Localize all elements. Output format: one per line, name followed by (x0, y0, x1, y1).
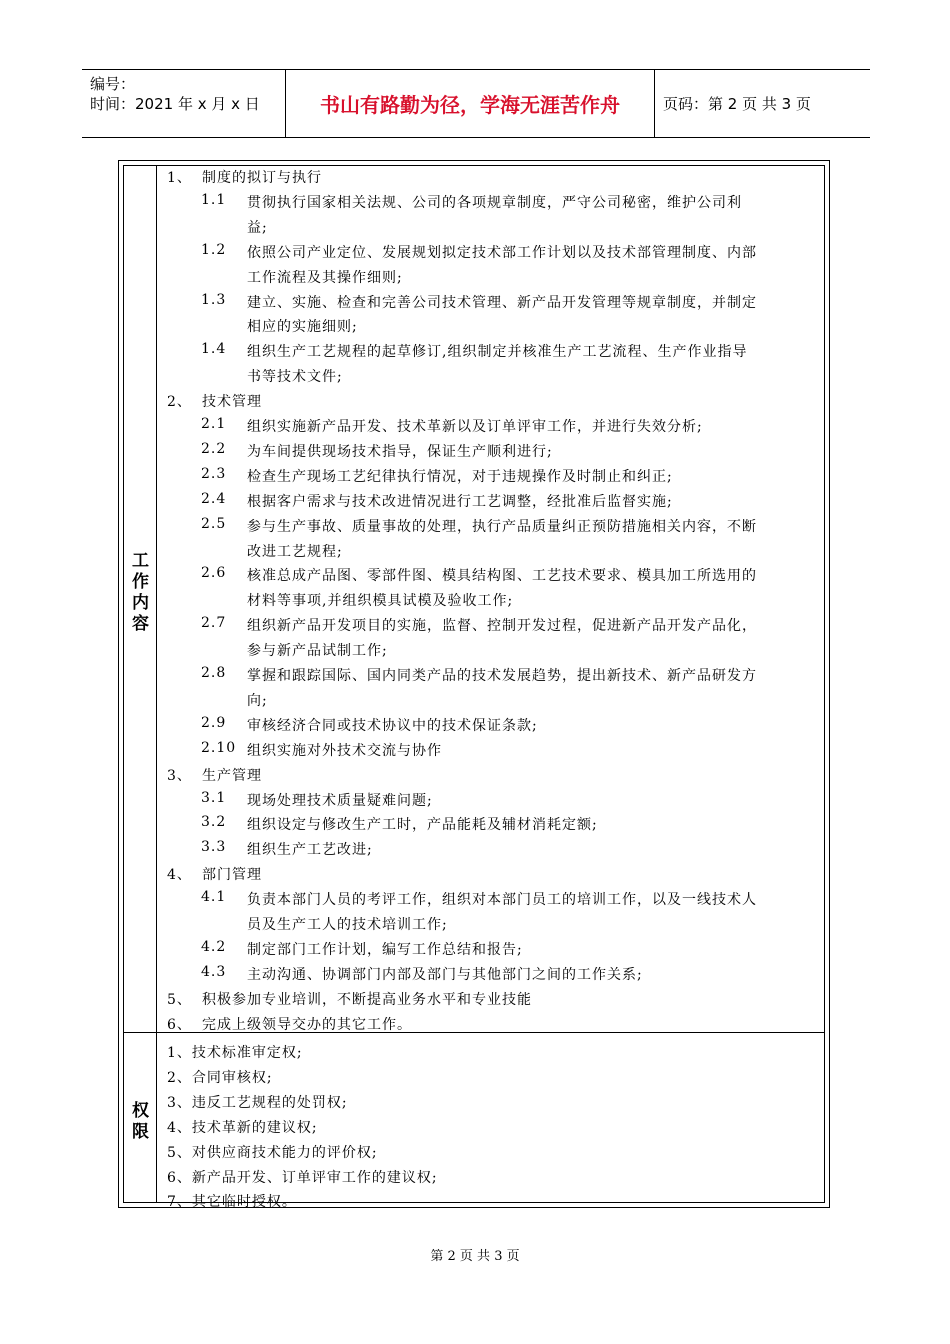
item-number: 2、 (167, 394, 192, 411)
item-number: 2.10 (201, 739, 237, 756)
section-heading: 部门管理 (202, 867, 262, 884)
header-slogan-cell (286, 70, 655, 137)
item-text: 检查生产现场工艺纪律执行情况，对于违规操作及时制止和纠正; (247, 468, 673, 485)
item-text: 材料等事项,并组织模具试模及验收工作; (247, 593, 514, 610)
item-text: 组织实施对外技术交流与协作 (247, 742, 442, 759)
item-text: 书等技术文件; (247, 369, 343, 386)
header-slogan: 书山有路勤为径，学海无涯苦作舟 (320, 93, 620, 117)
item-number: 2.1 (201, 416, 227, 432)
item-text: 向; (247, 692, 268, 709)
authority-item: 2、合同审核权; (167, 1069, 273, 1086)
item-text: 现场处理技术质量疑难问题; (247, 792, 433, 809)
item-text: 组织设定与修改生产工时，产品能耗及辅材消耗定额; (247, 817, 598, 834)
item-number: 3.2 (201, 814, 227, 831)
item-number: 1、 (167, 170, 192, 186)
header-page-info: 页码：第 2 页 共 3 页 (663, 95, 811, 113)
item-text: 益; (247, 219, 268, 236)
item-number: 6、 (167, 1016, 192, 1033)
page-header (82, 69, 870, 138)
item-number: 1.4 (201, 341, 227, 358)
item-text: 组织生产工艺规程的起草修订,组织制定并核准生产工艺流程、生产作业指导 (247, 344, 748, 361)
label-text: 权限 (132, 1101, 149, 1142)
item-number: 2.9 (201, 714, 227, 731)
item-text: 工作流程及其操作细则; (247, 269, 403, 286)
item-text: 根据客户需求与技术改进情况进行工艺调整，经批准后监督实施; (247, 493, 673, 510)
authority-item: 5、对供应商技术能力的评价权; (167, 1144, 378, 1161)
authority-item: 4、技术革新的建议权; (167, 1119, 318, 1136)
item-number: 4.1 (201, 889, 227, 906)
item-number: 2.6 (201, 565, 227, 582)
duty-table (118, 160, 830, 1211)
item-text: 掌握和跟踪国际、国内同类产品的技术发展趋势，提出新技术、新产品研发方 (247, 668, 757, 684)
column-divider (156, 165, 157, 1203)
section-heading: 完成上级领导交办的其它工作。 (202, 1016, 412, 1033)
item-number: 4、 (167, 867, 192, 884)
label-text: 工作内容 (132, 551, 149, 634)
item-text: 贯彻执行国家相关法规、公司的各项规章制度，严守公司秘密，维护公司利 (247, 194, 742, 211)
time-label: 时间：2021 年 x 月 x 日 (90, 95, 260, 113)
authority-item: 7、其它临时授权。 (167, 1194, 297, 1211)
item-text: 依照公司产业定位、发展规划拟定技术部工作计划以及技术部管理制度、内部 (247, 244, 757, 261)
item-number: 2.5 (201, 515, 227, 532)
item-text: 组织新产品开发项目的实施，监督、控制开发过程，促进新产品开发产品化， (247, 618, 757, 635)
item-number: 2.8 (201, 665, 227, 681)
code-label: 编号： (90, 75, 136, 93)
item-number: 4.3 (201, 963, 227, 980)
item-text: 核准总成产品图、零部件图、模具结构图、工艺技术要求、模具加工所选用的 (247, 568, 757, 585)
item-text: 建立、实施、检查和完善公司技术管理、新产品开发管理等规章制度，并制定 (247, 294, 757, 311)
section-heading: 生产管理 (202, 767, 262, 784)
section-heading: 制度的拟订与执行 (202, 170, 322, 186)
item-number: 3、 (167, 767, 192, 784)
item-text: 审核经济合同或技术协议中的技术保证条款; (247, 717, 538, 734)
item-number: 3.1 (201, 789, 227, 806)
authority-label (125, 1101, 156, 1143)
work-content-label (125, 551, 156, 635)
item-text: 为车间提供现场技术指导，保证生产顺利进行; (247, 443, 553, 460)
item-text: 负责本部门人员的考评工作，组织对本部门员工的培训工作，以及一线技术人 (247, 892, 757, 909)
item-number: 2.7 (201, 615, 227, 632)
item-text: 组织实施新产品开发、技术革新以及订单评审工作，并进行失效分析; (247, 419, 703, 435)
item-number: 1.3 (201, 291, 227, 308)
item-number: 1.2 (201, 241, 227, 258)
item-number: 3.3 (201, 839, 227, 856)
authority-item: 3、违反工艺规程的处罚权; (167, 1094, 348, 1111)
item-number: 4.2 (201, 938, 227, 955)
section-heading: 积极参加专业培训，不断提高业务水平和专业技能 (202, 991, 532, 1008)
item-text: 参与新产品试制工作; (247, 643, 388, 660)
item-number: 2.4 (201, 490, 227, 507)
item-text: 组织生产工艺改进; (247, 842, 373, 859)
section-heading: 技术管理 (202, 394, 262, 411)
item-text: 员及生产工人的技术培训工作; (247, 917, 448, 933)
item-text: 相应的实施细则; (247, 319, 358, 336)
item-number: 2.2 (201, 440, 227, 457)
authority-item: 6、新产品开发、订单评审工作的建议权; (167, 1169, 438, 1186)
item-text: 改进工艺规程; (247, 543, 343, 560)
item-number: 1.1 (201, 191, 227, 208)
header-meta (82, 70, 286, 137)
authority-item: 1、技术标准审定权; (167, 1045, 303, 1061)
item-text: 制定部门工作计划，编写工作总结和报告; (247, 941, 523, 958)
page-footer: 第 2 页 共 3 页 (430, 1249, 520, 1264)
item-text: 主动沟通、协调部门内部及部门与其他部门之间的工作关系; (247, 966, 643, 983)
item-text: 参与生产事故、质量事故的处理，执行产品质量纠正预防措施相关内容，不断 (247, 518, 757, 535)
item-number: 2.3 (201, 465, 227, 482)
item-number: 5、 (167, 991, 192, 1008)
